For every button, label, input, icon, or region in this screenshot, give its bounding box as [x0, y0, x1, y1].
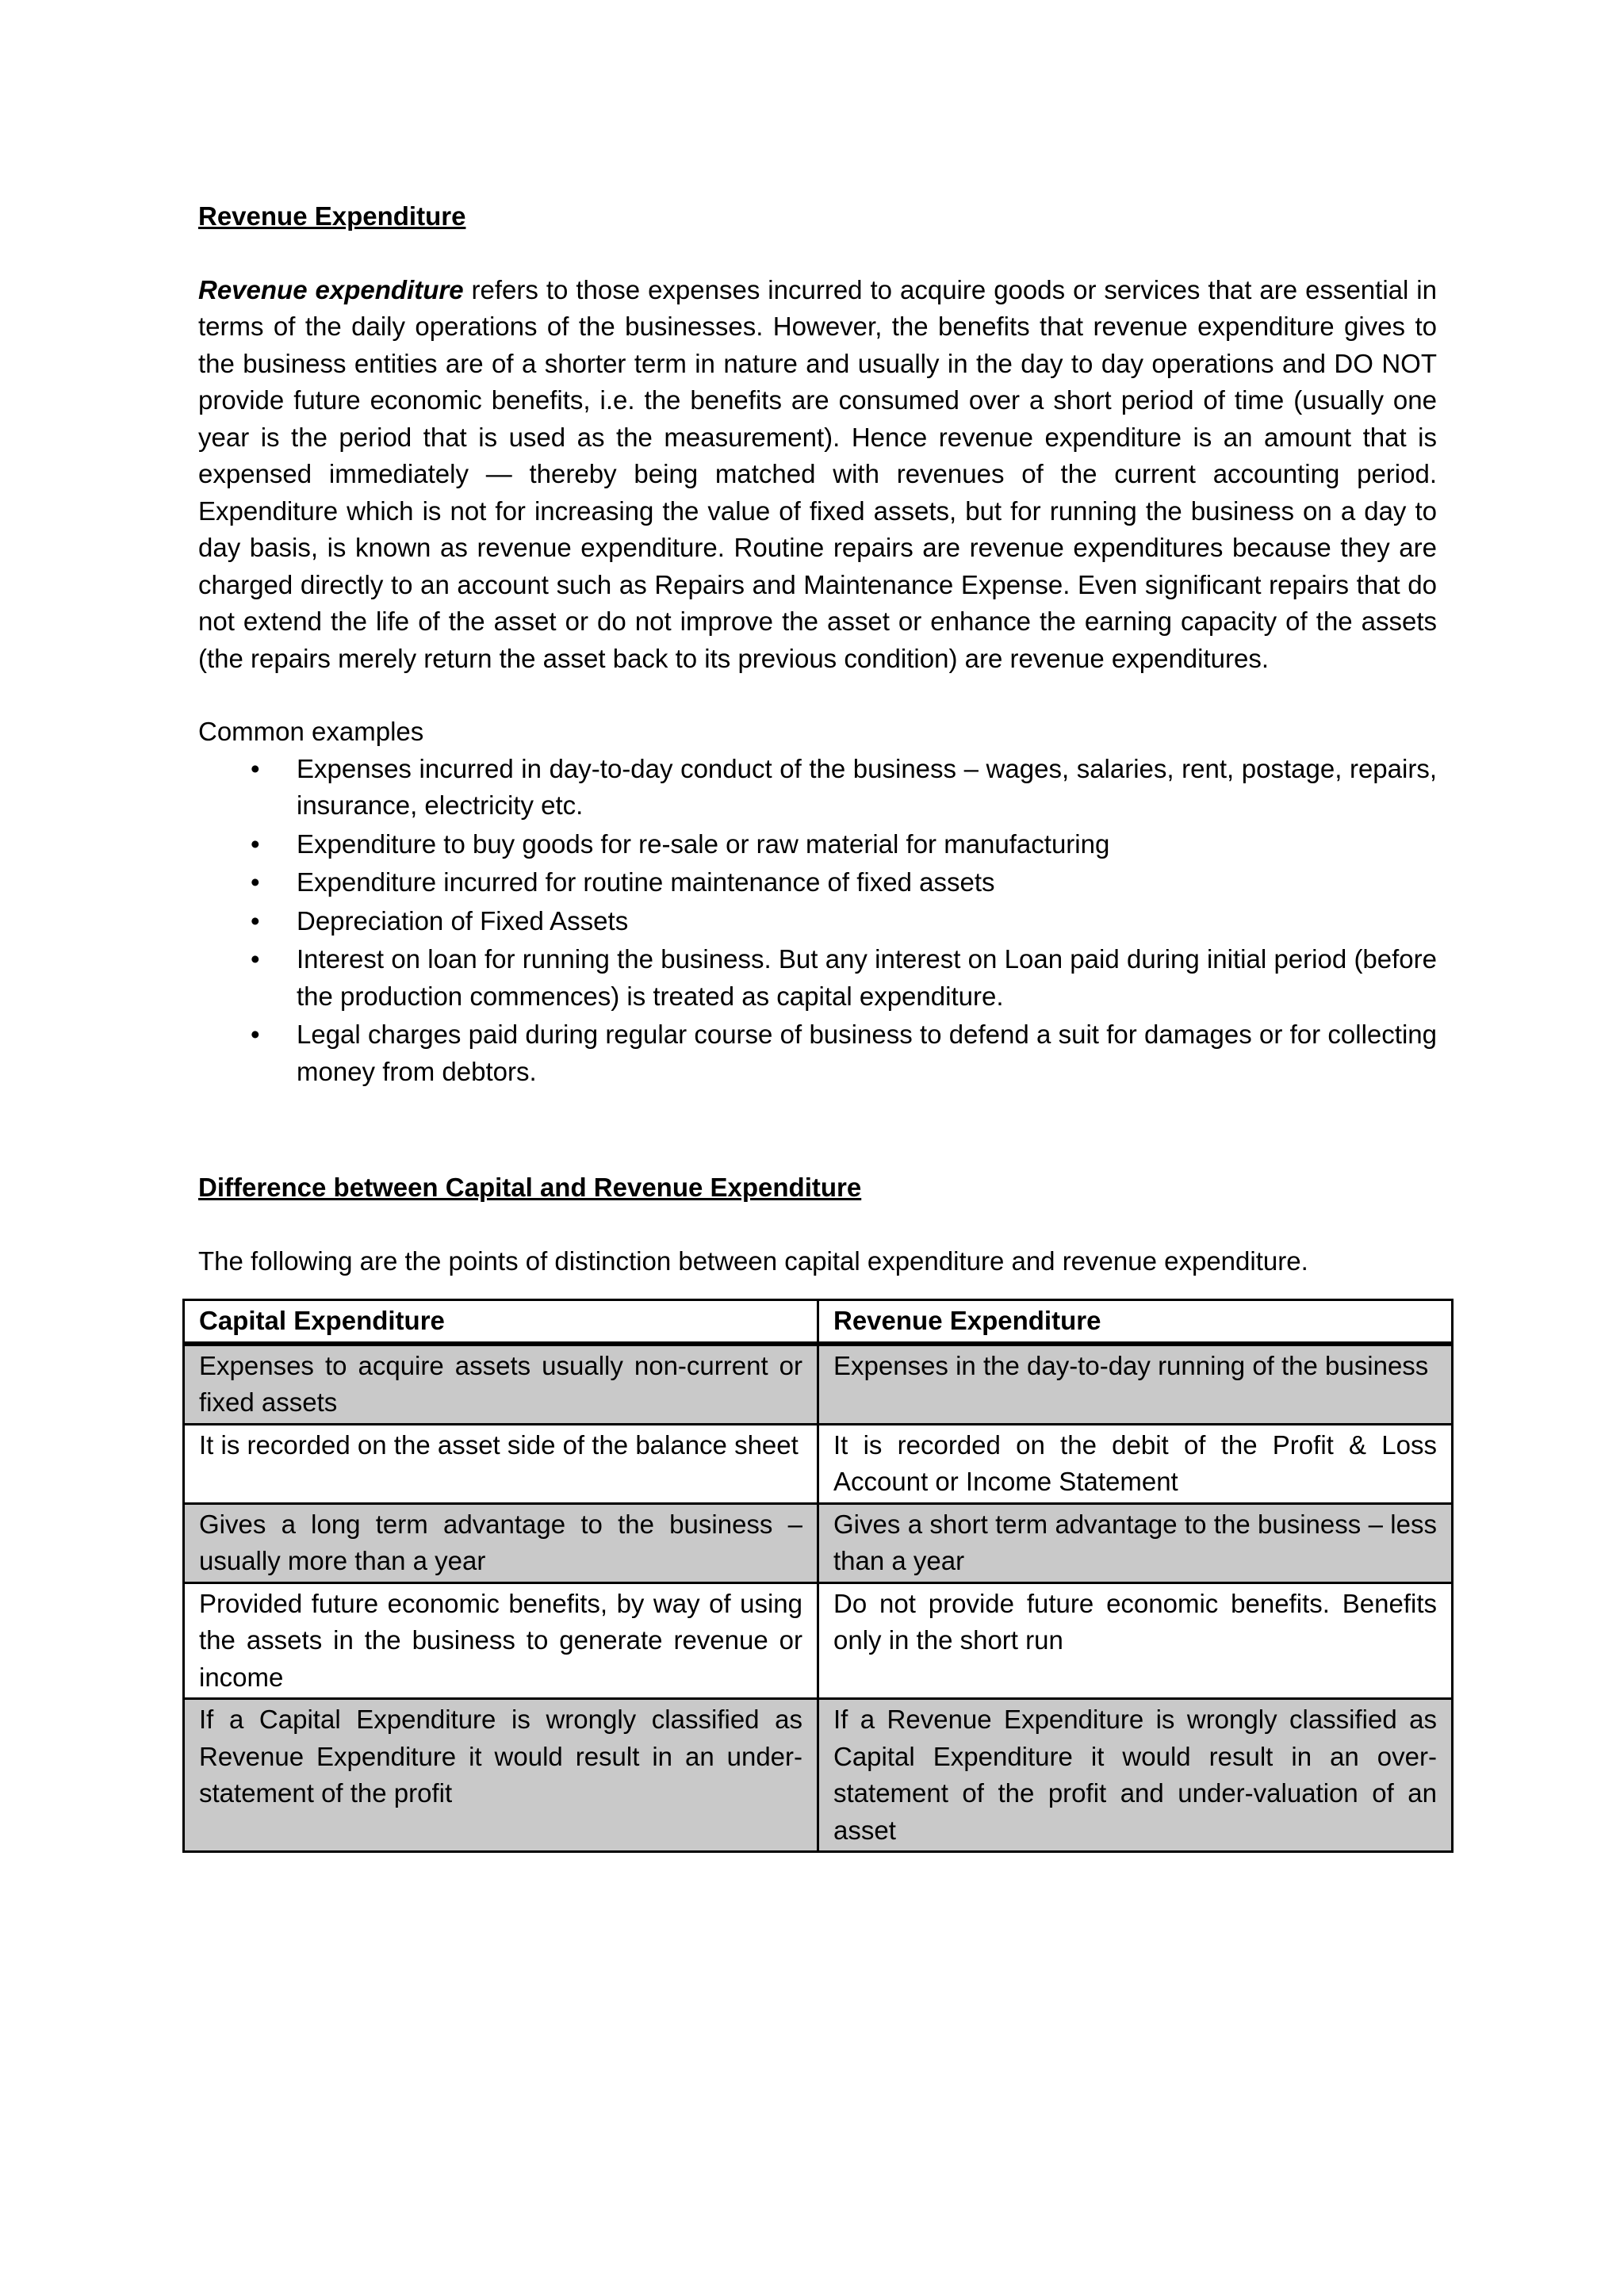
bullet-icon: •: [251, 944, 260, 974]
table-cell: If a Capital Expenditure is wrongly classified as Revenue Expenditure it would result in an under-statement of the profit: [184, 1699, 818, 1852]
table-cell: Expenses in the day-to-day running of the business: [818, 1344, 1453, 1425]
bullet-icon: •: [251, 753, 260, 783]
section-heading-revenue-expenditure: Revenue Expenditure: [198, 201, 466, 231]
table-row: [184, 1582, 1453, 1699]
table-cell: Expenses to acquire assets usually non-current or fixed assets: [184, 1344, 818, 1425]
bullet-icon: •: [251, 1020, 260, 1049]
table-cell: Provided future economic benefits, by way of using the assets in the business to generate revenue or income: [184, 1582, 818, 1699]
revenue-expenditure-paragraph: [198, 272, 1437, 678]
paragraph-body: refers to those expenses incurred to acquire goods or services that are essential in terms of the daily operations of the businesses. However, the benefits that revenue expenditure gives to the business entities are of a shorter term in nature and usually in the day to day operations and DO NOT provide future economic benefits, i.e. the benefits are consumed over a short period of time (usually one year is the period that is used as the measurement). Hence revenue expenditure is an amount that is expensed immediately — thereby being matched with revenues of the current accounting period. Expenditure which is not for increasing the value of fixed assets, but for running the business on a day to day basis, is known as revenue expenditure. Routine repairs are revenue expenditures because they are charged directly to an account such as Repairs and Maintenance Expense. Even significant repairs that do not extend the life of the asset or do not improve the asset or enhance the earning capacity of the assets (the repairs merely return the asset back to its previous condition) are revenue expenditures.: [198, 274, 1437, 673]
document-page: [198, 190, 1437, 1845]
bullet-icon: •: [251, 828, 260, 859]
list-item: • Expenditure incurred for routine maintenance of fixed assets: [198, 864, 1437, 901]
table-cell: If a Revenue Expenditure is wrongly classified as Capital Expenditure it would result in an over-statement of the profit and under-valuation of an asset: [818, 1699, 1453, 1852]
table-row: [184, 1699, 1453, 1852]
intro-term: Revenue expenditure: [198, 274, 464, 304]
table-cell: Gives a long term advantage to the business – usually more than a year: [184, 1503, 818, 1582]
table-cell: Do not provide future economic benefits. Benefits only in the short run: [818, 1582, 1453, 1699]
bullet-icon: •: [251, 905, 260, 936]
table-header-row: [184, 1300, 1453, 1344]
column-header-revenue: Revenue Expenditure: [818, 1300, 1453, 1344]
list-item: • Interest on loan for running the business. But any interest on Loan paid during initial period (before the production commences) is treated as capital expenditure.: [198, 941, 1437, 1015]
column-header-capital: Capital Expenditure: [184, 1300, 818, 1344]
table-cell: Gives a short term advantage to the business – less than a year: [818, 1503, 1453, 1582]
examples-label: Common examples: [198, 717, 424, 746]
list-item: • Depreciation of Fixed Assets: [198, 903, 1437, 940]
comparison-table: [182, 1299, 1454, 1853]
difference-intro: The following are the points of distinction between capital expenditure and revenue expenditure.: [198, 1246, 1308, 1276]
section-heading-difference: Difference between Capital and Revenue Expenditure: [198, 1173, 862, 1202]
bullet-icon: •: [251, 867, 260, 897]
table-cell: It is recorded on the debit of the Profit & Loss Account or Income Statement: [818, 1424, 1453, 1503]
examples-list: [198, 751, 1437, 1091]
list-item: • Expenditure to buy goods for re-sale or raw material for manufacturing: [198, 826, 1437, 863]
table-row: [184, 1424, 1453, 1503]
table-row: [184, 1344, 1453, 1425]
table-cell: It is recorded on the asset side of the balance sheet: [184, 1424, 818, 1503]
table-row: [184, 1503, 1453, 1582]
list-item: • Expenses incurred in day-to-day conduct of the business – wages, salaries, rent, postage, repairs, insurance, electricity etc.: [198, 751, 1437, 825]
list-item: • Legal charges paid during regular course of business to defend a suit for damages or for collecting money from debtors.: [198, 1016, 1437, 1090]
